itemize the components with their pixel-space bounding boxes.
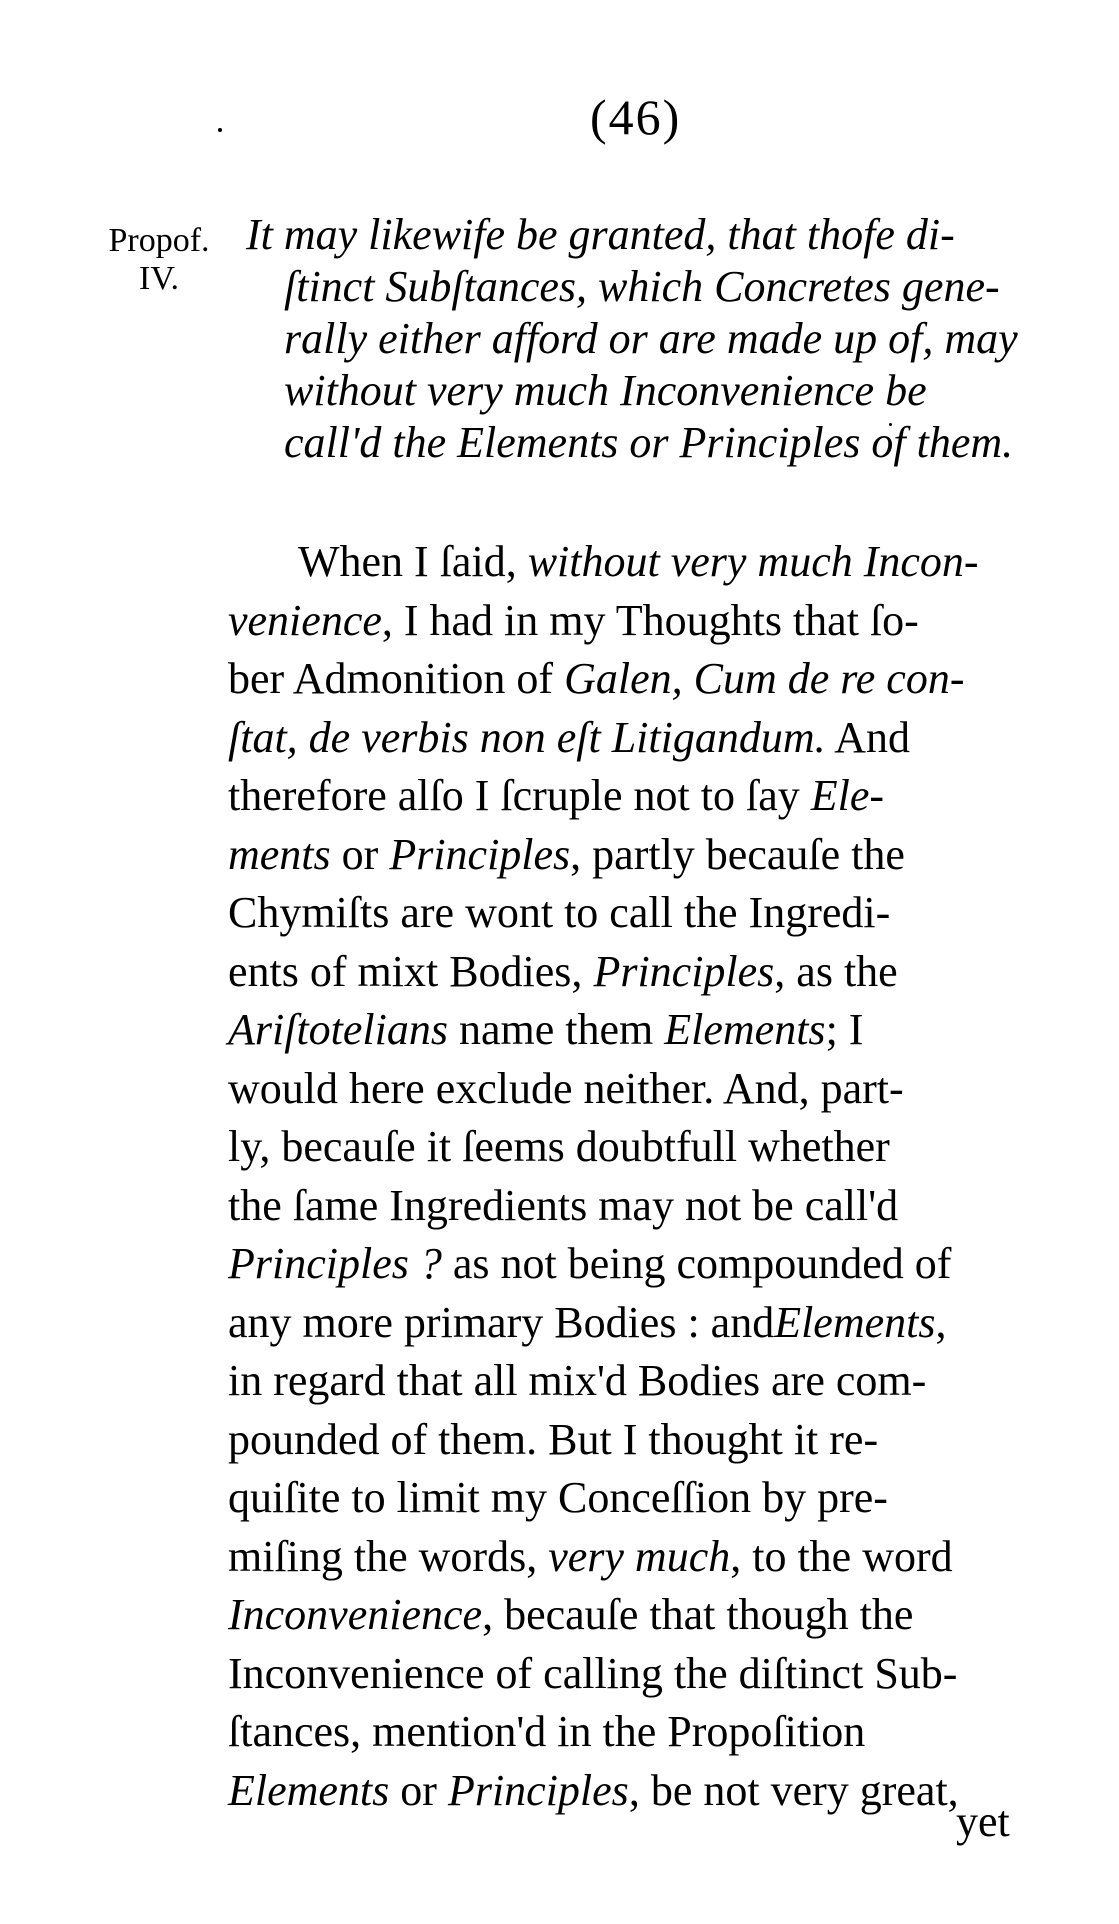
body-line-text [228,1531,953,1581]
body-line-text [228,771,885,820]
body-line [228,1122,1028,1175]
italic-run: Principles [593,946,775,996]
body-line-text [228,1239,952,1288]
text-run: ſtances, mention'd in the Propoſition [228,1707,866,1756]
text-run: , partly becauſe the [570,829,905,879]
body-line [228,1707,1028,1760]
text-run: miſing the words, [228,1531,549,1581]
text-run: And [825,712,910,762]
catchword: yet [956,1797,1010,1846]
body-line-text [228,946,898,996]
body-line [228,712,1028,766]
italic-run: very much [548,1531,731,1581]
text-run: the ſame Ingredients may not be call'd [228,1180,899,1230]
body-line [228,1765,1028,1819]
text-run: ents of mixt Bodies, [228,946,594,996]
margin-note [94,222,224,298]
body-line [228,595,1028,649]
text-run: or [389,1765,448,1815]
text-run: Chymiſts are wont to call the Ingredi- [228,888,891,937]
text-run: any more primary Bodies : and [228,1297,775,1347]
italic-run: Principles ? [228,1239,442,1288]
text-run: , [935,1297,947,1347]
italic-run: Ariſtotelians [228,1005,448,1054]
text-run: name them [448,1005,665,1054]
body-line [228,1356,1028,1409]
text-run: pounded of them. But I thought it re- [228,1414,879,1464]
text-run: would here exclude neither. And, part- [228,1063,904,1113]
italic-run: Inconvenience [228,1590,483,1639]
italic-run: Elements [228,1765,390,1815]
body-line [228,1473,1028,1526]
text-run: quiſite to limit my Conceſſion by pre- [228,1473,888,1522]
text-run: therefore alſo I ſcruple not to ſay [228,771,811,820]
body-line [228,1414,1028,1468]
body-line-text [228,1414,879,1464]
text-run: , be not very great, [628,1765,959,1815]
body-line [228,1180,1028,1234]
body-line [228,1297,1028,1351]
italic-run: Elements [664,1005,826,1054]
body-line-text [228,1648,958,1698]
text-run: When I ſaid, [298,537,528,586]
body-line-text [228,654,965,703]
body-line-text [228,1005,864,1054]
italic-run: Galen, Cum de re con- [564,654,965,703]
body-line [228,888,1028,941]
body-line-text [298,537,979,586]
body-line [228,829,1028,883]
proposition-line: It may likewife be granted, that thofe di- [246,210,955,259]
proposition-line: without very much Inconvenience be [284,366,927,415]
proposition-line: rally either afford or are made up of, may [284,314,1018,363]
text-run: ; I [825,1005,864,1054]
margin-note-numeral: IV. [139,260,179,297]
proposition-line: ſtinct Subſtances, which Concretes gene- [284,262,1000,311]
text-run: , I had in my Thoughts that ſo- [381,595,919,645]
body-line [228,946,1028,1000]
body-line-text [228,1297,947,1347]
body-line-text [228,1707,866,1756]
italic-run: Ele- [810,771,885,820]
body-line [228,1648,1028,1702]
body-line-text [228,1356,927,1405]
text-run: , as the [774,946,898,996]
text-run: or [330,829,390,879]
text-run: ly, becauſe it ſeems doubtfull whether [228,1122,890,1171]
body-line [228,1005,1028,1058]
body-line-text [228,1590,914,1639]
text-run: , to the word [730,1531,953,1581]
body-line-text [228,1063,904,1113]
body-line [298,537,1028,590]
body-line-text [228,712,910,762]
ink-speck [218,128,222,132]
italic-run: Principles [389,829,571,879]
italic-run: Elements [774,1297,936,1347]
body-line [228,1590,1028,1643]
body-line-text [228,595,919,645]
italic-run: ments [228,829,331,879]
italic-run: venience [228,595,382,645]
text-run: ber Admonition of [228,654,565,703]
italic-run: ſtat, de verbis non eſt Litigandum. [228,712,826,762]
italic-run: Principles [447,1765,629,1815]
body-line-text [228,1765,959,1815]
body-line-text [228,1473,888,1522]
body-line-text [228,829,905,879]
body-line [228,1063,1028,1117]
italic-run: without very much Incon- [527,537,979,586]
text-run: , becauſe that though the [482,1590,914,1639]
text-run: as not being compounded of [441,1239,952,1288]
body-line-text [228,888,891,937]
margin-note-label: Propof. [108,222,210,259]
body-line [228,771,1028,824]
text-run: in regard that all mix'd Bodies are com- [228,1356,927,1405]
page-number: (46) [590,89,682,145]
text-run: Inconvenience of calling the diſtinct Sub- [228,1648,958,1698]
body-line-text [228,1180,899,1230]
body-line [228,1531,1028,1585]
body-line-text [228,1122,890,1171]
body-line [228,654,1028,707]
body-line [228,1239,1028,1292]
proposition-line: call'd the Elements or Principles of them. [284,418,1014,467]
